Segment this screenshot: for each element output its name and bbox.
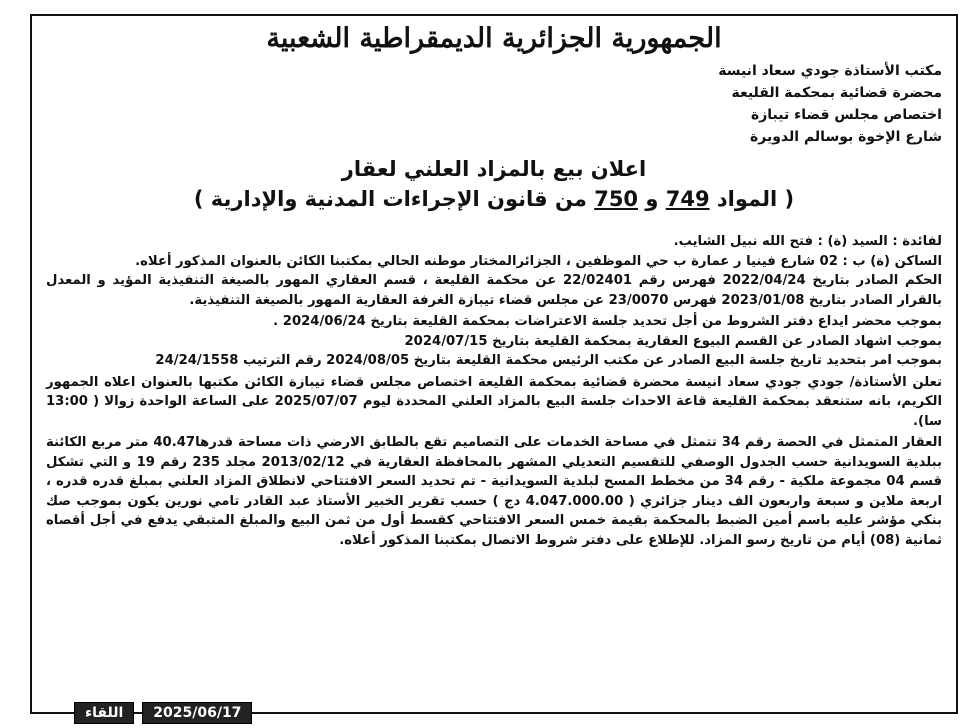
office-role: محضرة قضائية بمحكمة القليعة bbox=[731, 85, 942, 101]
notice-title: اعلان بيع بالمزاد العلني لعقار bbox=[341, 157, 647, 181]
certification-paragraph: بموجب اشهاد الصادر عن القسم البيوع العقارية بمحكمة القليعة بتاريخ 2024/07/15 bbox=[404, 333, 942, 349]
beneficiary-paragraph: لفائدة : السيد (ة) : فتح الله نبيل الشايب. bbox=[673, 234, 942, 249]
notice-body bbox=[46, 232, 942, 550]
notice-frame bbox=[30, 14, 958, 714]
publication-date: 2025/06/17 bbox=[142, 702, 252, 724]
office-block bbox=[46, 60, 942, 148]
article-750: 750 bbox=[594, 187, 639, 211]
office-name: مكتب الأستاذة جودي سعاد انيسة bbox=[718, 63, 942, 79]
article-749: 749 bbox=[665, 187, 710, 211]
republic-header: الجمهورية الجزائرية الديمقراطية الشعبية bbox=[266, 23, 722, 54]
subtitle-suffix: من قانون الإجراءات المدنية والإدارية ) bbox=[193, 187, 595, 211]
footer bbox=[74, 702, 252, 724]
notice-subtitle bbox=[46, 184, 942, 214]
subtitle-prefix: ( المواد bbox=[709, 187, 795, 211]
announcement-paragraph: تعلن الأستاذة/ جودي جودي سعاد انيسة محضرة قضائية بمحكمة القليعة اختصاص مجلس قضاء تيبازة الكائن مكتبها بالعنوان اعلاه الجمهور الكريم، بانه ستنعقد بمحكمة القليعة قاعة الاحداث جلسة البيع بالمزاد العلني المحددة ليوم 2025/07/07 على الساعة الواحدة زوالا ( 13:00 سا). bbox=[46, 374, 943, 429]
property-paragraph: العقار المتمثل في الحصة رقم 34 تتمثل في مساحة الخدمات على التصاميم تقع بالطابق الارضي ذات مساحة قدرها40.47 متر مربع الكائنة ببلدية السويدانية حسب الجدول الوصفي للتقسيم التعديلي المشهر بالمحافظة العقارية في 2013/02/12 مجلد 235 رقم 19 و التي تشكل قسم 04 مجموعة ملكية - رقم 34 من مخطط المسح لبلدية السويدانية - تم تحديد السعر الافتتاحي لانطلاق المزاد العلني بمبلغ قدره قدره ، اربعة ملاين و سبعة واربعون الف دينار جزائري ( 4.047.000.00 دج ) حسب تقرير الخبير الأستاذ عبد القادر تامي نورين يكون بموجب صك بنكي مؤشر عليه باسم أمين الضبط بالمحكمة بقيمة خمس السعر الافتتاحي كقسط أول من ثمن البيع والمبلغ المتبقي يدفع في أجل أقصاه ثمانية (08) أيام من تاريخ رسو المزاد. للإطلاع على دفتر شروط الاتصال بمكتبنا المذكور أعلاه. bbox=[46, 435, 943, 548]
judgment-paragraph: الحكم الصادر بتاريخ 2022/04/24 فهرس رقم 22/02401 عن محكمة القليعة ، قسم العقاري المهور بالصيغة التنفيذية المؤيد و المعدل بالقرار الصادر بتاريخ 2023/01/08 فهرس 23/0070 عن مجلس قضاء تيبازة الغرفة العقارية المهور بالصيغة التنفيذية. bbox=[46, 273, 942, 308]
office-address: شارع الإخوة بوسالم الدويرة bbox=[750, 129, 942, 145]
newspaper-name: اللقاء bbox=[74, 702, 134, 724]
deposit-paragraph: بموجب محضر ايداع دفتر الشروط من أجل تحديد جلسة الاعتراضات بمحكمة القليعة بتاريخ 2024/06/24 . bbox=[273, 314, 942, 329]
residence-paragraph: الساكن (ة) ب : 02 شارع فينيا ر عمارة ب حي الموظفين ، الجزائرالمختار موطنه الحالي بمكتبنا الكائن بالعنوان المذكور أعلاه. bbox=[135, 253, 942, 269]
office-jurisdiction: اختصاص مجلس قضاء تيبازة bbox=[750, 107, 942, 123]
subtitle-and: و bbox=[638, 187, 666, 211]
order-paragraph: بموجب امر بتحديد تاريخ جلسة البيع الصادر عن مكتب الرئيس محكمة القليعة بتاريخ 2024/08/05 رقم الترتيب 24/24/1558 bbox=[155, 353, 942, 368]
